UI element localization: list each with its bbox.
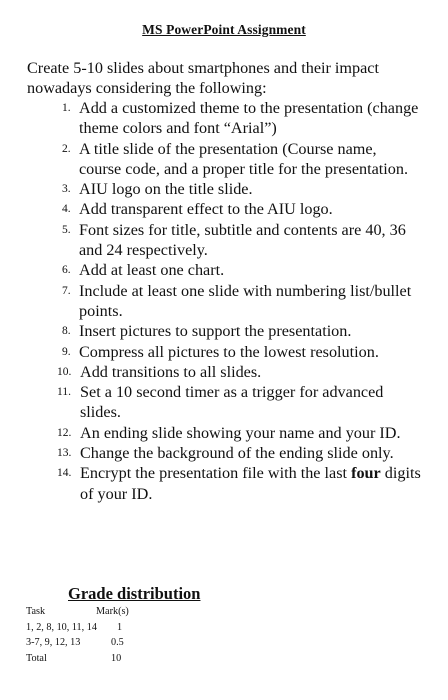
task-number: 3. — [62, 183, 71, 196]
task-item — [62, 281, 422, 322]
task-item — [62, 342, 422, 362]
task-item — [62, 220, 422, 261]
task-item — [62, 199, 422, 219]
task-number: 2. — [62, 142, 71, 155]
task-number: 12. — [57, 426, 72, 439]
task-item — [57, 443, 422, 463]
task-item — [62, 260, 422, 280]
task-number: 9. — [62, 345, 71, 358]
grade-table-row — [26, 651, 226, 667]
task-number: 13. — [57, 447, 72, 460]
marks-column-header: Mark(s) — [96, 606, 129, 617]
grade-heading: Grade distribution — [68, 584, 201, 603]
task-text-start: Encrypt the presentation file with the last — [80, 464, 352, 483]
grade-table-header — [26, 604, 226, 620]
task-text: Change the background of the ending slide only. — [80, 444, 394, 463]
task-number: 11. — [57, 386, 71, 399]
task-text: A title slide of the presentation (Course name, course code, and a proper title for the presentation. — [79, 139, 409, 178]
task-item — [57, 463, 422, 504]
task-text: Set a 10 second timer as a trigger for advanced slides. — [80, 383, 384, 422]
task-list — [57, 98, 422, 504]
task-item — [57, 382, 422, 423]
task-column-header: Task — [26, 606, 46, 617]
task-item — [62, 179, 422, 199]
task-number: 1. — [62, 102, 71, 114]
intro-paragraph: Create 5-10 slides about smartphones and their impact nowadays considering the following: — [27, 59, 379, 97]
document-title: MS PowerPoint Assignment — [142, 22, 306, 37]
task-item — [62, 321, 422, 341]
task-text-end: digits of your ID. — [80, 464, 421, 503]
task-text: Insert pictures to support the presentation. — [79, 322, 352, 341]
task-number: 10. — [57, 365, 72, 378]
task-cell: 1, 2, 8, 10, 11, 14 — [26, 621, 97, 633]
task-cell: Total — [26, 652, 47, 664]
task-text: Font sizes for title, subtitle and contents are 40, 36 and 24 respectively. — [79, 220, 406, 260]
task-text: An ending slide showing your name and your ID. — [80, 423, 401, 442]
task-text: Compress all pictures to the lowest resolution. — [79, 342, 379, 361]
task-text: Include at least one slide with numbering list/bullet points. — [79, 281, 412, 320]
task-number: 14. — [57, 467, 72, 480]
task-item — [57, 423, 422, 443]
task-number: 8. — [62, 325, 71, 338]
grade-table-row — [26, 635, 226, 651]
task-text: Add transparent effect to the AIU logo. — [79, 200, 333, 219]
task-text: Add at least one chart. — [79, 261, 225, 280]
task-text: AIU logo on the title slide. — [79, 180, 253, 199]
task-text: Add transitions to all slides. — [80, 362, 262, 381]
grade-table-row — [26, 620, 226, 636]
marks-cell: 1 — [117, 621, 123, 633]
task-number: 4. — [62, 203, 71, 216]
marks-cell: 10 — [111, 652, 122, 664]
task-item — [57, 362, 422, 382]
task-number: 7. — [62, 284, 71, 297]
task-number: 6. — [62, 264, 71, 277]
marks-cell: 0.5 — [111, 637, 124, 649]
task-text: Add a customized theme to the presentation (change theme colors and font “Arial”) — [79, 99, 419, 138]
task-item — [62, 139, 422, 180]
task-text-emphasis: four — [351, 464, 381, 483]
task-number: 5. — [62, 223, 71, 236]
grade-table — [26, 604, 226, 666]
task-cell: 3-7, 9, 12, 13 — [26, 637, 81, 649]
task-item — [62, 98, 422, 139]
